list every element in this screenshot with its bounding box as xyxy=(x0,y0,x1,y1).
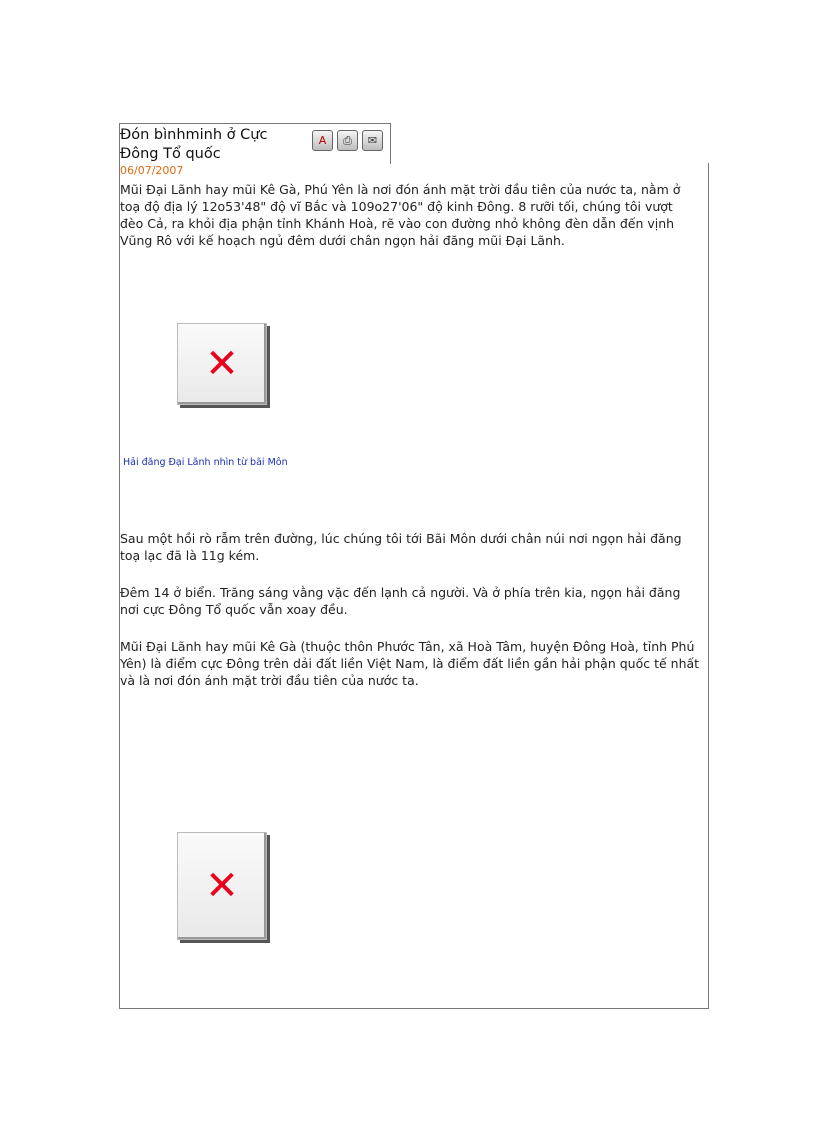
article-toolbar xyxy=(312,130,383,151)
paragraph-4: Mũi Đại Lãnh hay mũi Kê Gà (thuộc thôn Phước Tân, xã Hoà Tâm, huyện Đông Hoà, tỉnh Phú Yên) là điểm cực Đông trên dải đất liền Việt Nam, là điểm đất liền gần hải phận quốc tế nhất và là nơi đón ánh mặt trời đầu tiên của nước ta. xyxy=(120,639,700,688)
title-line-2: Đông Tổ quốc xyxy=(120,146,221,162)
broken-image-placeholder xyxy=(177,323,267,405)
article-date: 06/07/2007 xyxy=(120,164,184,177)
paragraph-1: Mũi Đại Lãnh hay mũi Kê Gà, Phú Yên là nơi đón ánh mặt trời đầu tiên của nước ta, nằm ở toạ độ địa lý 12o53'48" độ vĩ Bắc và 109o27'06" độ kinh Đông. 8 rưỡi tối, chúng tôi vượt đèo Cả, ra khỏi địa phận tỉnh Khánh Hoà, rẽ vào con đường nhỏ không đèn dẫn đến vịnh Vũng Rô với kế hoạch ngủ đêm dưới chân ngọn hải đăng mũi Đại Lãnh. xyxy=(120,182,681,248)
broken-image-icon-2: ✕ xyxy=(205,863,239,909)
article-title xyxy=(120,126,310,164)
print-icon[interactable]: ⎙ xyxy=(337,130,358,151)
paragraph-3: Đêm 14 ở biển. Trăng sáng vằng vặc đến lạnh cả người. Và ở phía trên kia, ngọn hải đăng nơi cực Đông Tổ quốc vẫn xoay đều. xyxy=(120,585,681,617)
broken-image-icon: ✕ xyxy=(205,341,239,387)
image-caption: Hải đăng Đại Lãnh nhìn từ bãi Môn xyxy=(123,457,288,468)
title-line-1: Đón bìnhminh ở Cực xyxy=(120,127,268,143)
email-icon[interactable]: ✉ xyxy=(362,130,383,151)
broken-image-placeholder-2 xyxy=(177,832,267,940)
pdf-icon[interactable]: A xyxy=(312,130,333,151)
paragraph-2: Sau một hồi rò rẫm trên đường, lúc chúng tôi tới Bãi Môn dưới chân núi nơi ngọn hải đăng toạ lạc đã là 11g kém. xyxy=(120,531,682,563)
